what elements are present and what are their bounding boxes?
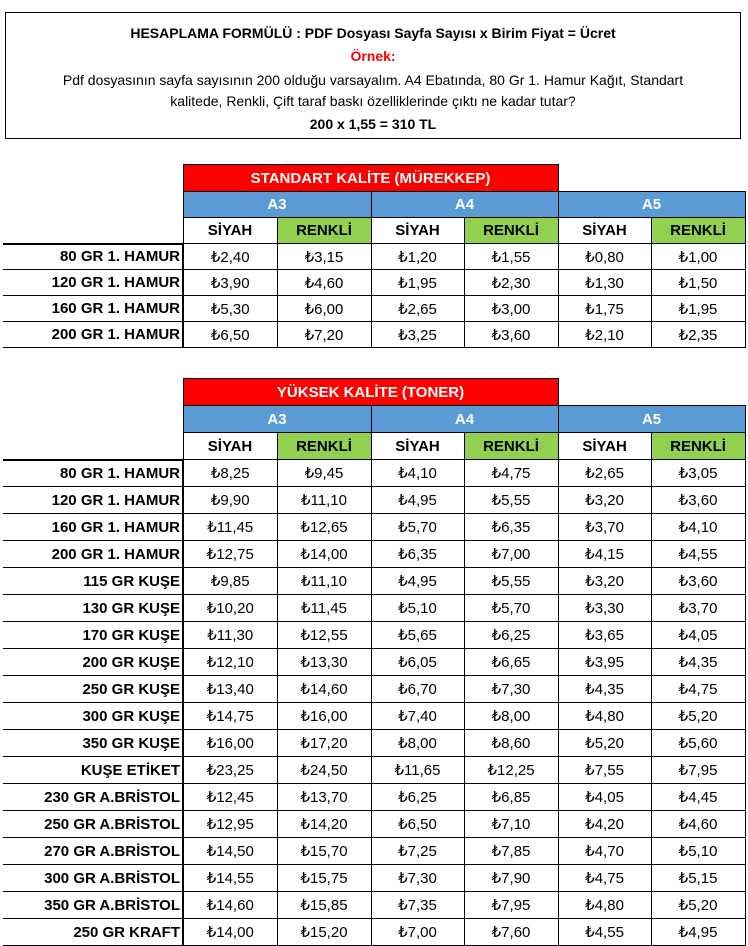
price-cell: ₺4,95 bbox=[371, 487, 464, 514]
price-cell: ₺5,55 bbox=[464, 568, 558, 595]
renkli-header: RENKLİ bbox=[277, 433, 371, 460]
price-cell: ₺5,55 bbox=[464, 487, 558, 514]
siyah-header: SİYAH bbox=[183, 218, 277, 244]
paper-type-label: 120 GR 1. HAMUR bbox=[3, 270, 183, 296]
price-cell: ₺13,30 bbox=[277, 649, 371, 676]
price-cell: ₺7,10 bbox=[464, 811, 558, 838]
price-cell: ₺4,75 bbox=[651, 676, 745, 703]
price-cell: ₺7,30 bbox=[371, 865, 464, 892]
table-row bbox=[3, 838, 745, 865]
price-cell: ₺1,20 bbox=[371, 244, 464, 270]
price-cell: ₺4,15 bbox=[558, 541, 651, 568]
price-cell: ₺23,25 bbox=[183, 757, 277, 784]
size-header-a4: A4 bbox=[371, 192, 558, 218]
price-cell: ₺12,65 bbox=[277, 514, 371, 541]
price-cell: ₺11,30 bbox=[183, 622, 277, 649]
renkli-header: RENKLİ bbox=[277, 218, 371, 244]
price-cell: ₺11,65 bbox=[371, 757, 464, 784]
price-cell: ₺5,65 bbox=[371, 622, 464, 649]
table-row bbox=[3, 730, 745, 757]
high-size-row bbox=[3, 406, 745, 433]
price-cell: ₺4,35 bbox=[558, 676, 651, 703]
price-cell: ₺12,10 bbox=[183, 649, 277, 676]
paper-type-label: 250 GR KUŞE bbox=[3, 676, 183, 703]
price-cell: ₺2,10 bbox=[558, 322, 651, 348]
size-header-a3: A3 bbox=[183, 406, 371, 433]
example-text bbox=[6, 70, 740, 112]
price-cell: ₺6,65 bbox=[464, 649, 558, 676]
table-row bbox=[3, 892, 745, 919]
siyah-header: SİYAH bbox=[371, 218, 464, 244]
price-cell: ₺15,20 bbox=[277, 919, 371, 946]
price-cell: ₺4,35 bbox=[651, 649, 745, 676]
table-row bbox=[3, 811, 745, 838]
price-cell: ₺11,10 bbox=[277, 487, 371, 514]
price-cell: ₺2,40 bbox=[183, 244, 277, 270]
price-cell: ₺7,90 bbox=[464, 865, 558, 892]
price-cell: ₺3,65 bbox=[558, 622, 651, 649]
price-cell: ₺5,20 bbox=[558, 730, 651, 757]
price-cell: ₺7,20 bbox=[277, 322, 371, 348]
price-cell: ₺5,70 bbox=[464, 595, 558, 622]
price-cell: ₺11,45 bbox=[183, 514, 277, 541]
price-cell: ₺12,75 bbox=[183, 541, 277, 568]
paper-type-label: 115 GR KUŞE bbox=[3, 568, 183, 595]
price-cell: ₺7,40 bbox=[371, 703, 464, 730]
siyah-header: SİYAH bbox=[558, 433, 651, 460]
price-cell: ₺2,35 bbox=[651, 322, 745, 348]
paper-type-label: 160 GR 1. HAMUR bbox=[3, 514, 183, 541]
table-row bbox=[3, 622, 745, 649]
paper-type-label: 200 GR KUŞE bbox=[3, 649, 183, 676]
price-cell: ₺3,70 bbox=[558, 514, 651, 541]
price-cell: ₺4,45 bbox=[651, 784, 745, 811]
price-cell: ₺3,95 bbox=[558, 649, 651, 676]
table-row bbox=[3, 514, 745, 541]
standard-quality-table bbox=[3, 164, 746, 348]
price-cell: ₺14,60 bbox=[183, 892, 277, 919]
price-cell: ₺4,95 bbox=[651, 919, 745, 946]
empty-cell bbox=[558, 379, 745, 406]
size-header-a3: A3 bbox=[183, 192, 371, 218]
price-cell: ₺4,60 bbox=[651, 811, 745, 838]
price-cell: ₺12,25 bbox=[464, 757, 558, 784]
price-cell: ₺8,25 bbox=[183, 460, 277, 487]
high-color-row bbox=[3, 433, 745, 460]
price-cell: ₺5,60 bbox=[651, 730, 745, 757]
price-cell: ₺12,55 bbox=[277, 622, 371, 649]
paper-type-label: 200 GR 1. HAMUR bbox=[3, 541, 183, 568]
price-cell: ₺3,25 bbox=[371, 322, 464, 348]
price-cell: ₺6,50 bbox=[371, 811, 464, 838]
price-cell: ₺8,00 bbox=[371, 730, 464, 757]
price-cell: ₺14,60 bbox=[277, 676, 371, 703]
price-cell: ₺12,45 bbox=[183, 784, 277, 811]
standard-size-row bbox=[3, 192, 745, 218]
table-row bbox=[3, 322, 745, 348]
paper-type-label: 230 GR A.BRİSTOL bbox=[3, 784, 183, 811]
price-cell: ₺3,20 bbox=[558, 487, 651, 514]
price-cell: ₺14,75 bbox=[183, 703, 277, 730]
price-cell: ₺1,30 bbox=[558, 270, 651, 296]
paper-type-label: 350 GR KUŞE bbox=[3, 730, 183, 757]
table-row bbox=[3, 244, 745, 270]
price-cell: ₺15,75 bbox=[277, 865, 371, 892]
renkli-header: RENKLİ bbox=[651, 433, 745, 460]
price-cell: ₺6,05 bbox=[371, 649, 464, 676]
price-cell: ₺4,80 bbox=[558, 703, 651, 730]
formula-box bbox=[5, 12, 741, 139]
price-cell: ₺6,25 bbox=[371, 784, 464, 811]
paper-type-label: 270 GR A.BRİSTOL bbox=[3, 838, 183, 865]
price-cell: ₺11,45 bbox=[277, 595, 371, 622]
price-cell: ₺5,10 bbox=[651, 838, 745, 865]
price-cell: ₺3,60 bbox=[651, 487, 745, 514]
price-cell: ₺6,85 bbox=[464, 784, 558, 811]
price-cell: ₺0,80 bbox=[558, 244, 651, 270]
price-cell: ₺1,50 bbox=[651, 270, 745, 296]
price-cell: ₺5,20 bbox=[651, 892, 745, 919]
table-row bbox=[3, 676, 745, 703]
high-quality-table bbox=[3, 378, 746, 946]
high-title-row bbox=[3, 379, 745, 406]
table-row bbox=[3, 270, 745, 296]
price-cell: ₺3,30 bbox=[558, 595, 651, 622]
price-cell: ₺6,00 bbox=[277, 296, 371, 322]
price-cell: ₺6,50 bbox=[183, 322, 277, 348]
siyah-header: SİYAH bbox=[183, 433, 277, 460]
table-row bbox=[3, 919, 745, 946]
paper-type-label: 170 GR KUŞE bbox=[3, 622, 183, 649]
table-row bbox=[3, 487, 745, 514]
price-cell: ₺14,00 bbox=[277, 541, 371, 568]
price-cell: ₺14,20 bbox=[277, 811, 371, 838]
paper-type-label: 80 GR 1. HAMUR bbox=[3, 460, 183, 487]
price-cell: ₺14,00 bbox=[183, 919, 277, 946]
price-cell: ₺4,05 bbox=[558, 784, 651, 811]
size-header-a5: A5 bbox=[558, 192, 745, 218]
table-row bbox=[3, 649, 745, 676]
paper-type-label: 120 GR 1. HAMUR bbox=[3, 487, 183, 514]
standard-color-row bbox=[3, 218, 745, 244]
table-row bbox=[3, 541, 745, 568]
price-cell: ₺8,60 bbox=[464, 730, 558, 757]
price-cell: ₺9,90 bbox=[183, 487, 277, 514]
renkli-header: RENKLİ bbox=[464, 433, 558, 460]
price-cell: ₺4,95 bbox=[371, 568, 464, 595]
example-line-2: kalitede, Renkli, Çift taraf baskı özelliklerinde çıktı ne kadar tutar? bbox=[170, 93, 576, 109]
price-cell: ₺4,55 bbox=[558, 919, 651, 946]
paper-type-label: 300 GR A.BRİSTOL bbox=[3, 865, 183, 892]
paper-type-label: 130 GR KUŞE bbox=[3, 595, 183, 622]
empty-cell bbox=[558, 165, 745, 192]
standard-title-row bbox=[3, 165, 745, 192]
empty-cell bbox=[3, 433, 183, 460]
example-result: 200 x 1,55 = 310 TL bbox=[309, 116, 437, 132]
size-header-a5: A5 bbox=[558, 406, 745, 433]
paper-type-label: 200 GR 1. HAMUR bbox=[3, 322, 183, 348]
price-cell: ₺12,95 bbox=[183, 811, 277, 838]
price-cell: ₺15,70 bbox=[277, 838, 371, 865]
table-row bbox=[3, 865, 745, 892]
price-cell: ₺6,70 bbox=[371, 676, 464, 703]
empty-cell bbox=[3, 379, 183, 406]
price-cell: ₺10,20 bbox=[183, 595, 277, 622]
price-cell: ₺4,80 bbox=[558, 892, 651, 919]
price-cell: ₺5,15 bbox=[651, 865, 745, 892]
table-row bbox=[3, 568, 745, 595]
price-cell: ₺13,40 bbox=[183, 676, 277, 703]
price-cell: ₺4,10 bbox=[371, 460, 464, 487]
price-cell: ₺3,15 bbox=[277, 244, 371, 270]
price-cell: ₺14,50 bbox=[183, 838, 277, 865]
paper-type-label: 80 GR 1. HAMUR bbox=[3, 244, 183, 270]
renkli-header: RENKLİ bbox=[651, 218, 745, 244]
price-cell: ₺3,20 bbox=[558, 568, 651, 595]
table-row bbox=[3, 460, 745, 487]
table-row bbox=[3, 296, 745, 322]
renkli-header: RENKLİ bbox=[464, 218, 558, 244]
price-cell: ₺3,90 bbox=[183, 270, 277, 296]
price-cell: ₺1,95 bbox=[651, 296, 745, 322]
high-title: YÜKSEK KALİTE (TONER) bbox=[183, 379, 558, 406]
example-label: Örnek: bbox=[350, 48, 396, 64]
price-cell: ₺7,00 bbox=[464, 541, 558, 568]
price-cell: ₺5,30 bbox=[183, 296, 277, 322]
empty-cell bbox=[3, 165, 183, 192]
price-cell: ₺7,95 bbox=[464, 892, 558, 919]
price-cell: ₺4,10 bbox=[651, 514, 745, 541]
price-cell: ₺4,05 bbox=[651, 622, 745, 649]
price-cell: ₺9,85 bbox=[183, 568, 277, 595]
paper-type-label: 160 GR 1. HAMUR bbox=[3, 296, 183, 322]
price-cell: ₺1,95 bbox=[371, 270, 464, 296]
price-cell: ₺7,00 bbox=[371, 919, 464, 946]
siyah-header: SİYAH bbox=[558, 218, 651, 244]
empty-cell bbox=[3, 192, 183, 218]
price-cell: ₺6,35 bbox=[464, 514, 558, 541]
example-line-1: Pdf dosyasının sayfa sayısının 200 olduğu varsayalım. A4 Ebatında, 80 Gr 1. Hamur Kağıt, Standart bbox=[62, 72, 684, 88]
formula-title: HESAPLAMA FORMÜLÜ : PDF Dosyası Sayfa Sayısı x Birim Fiyat = Ücret bbox=[130, 25, 616, 41]
size-header-a4: A4 bbox=[371, 406, 558, 433]
paper-type-label: 300 GR KUŞE bbox=[3, 703, 183, 730]
price-cell: ₺3,00 bbox=[464, 296, 558, 322]
price-cell: ₺3,60 bbox=[464, 322, 558, 348]
standard-title: STANDART KALİTE (MÜREKKEP) bbox=[183, 165, 558, 192]
empty-cell bbox=[3, 406, 183, 433]
price-cell: ₺3,60 bbox=[651, 568, 745, 595]
paper-type-label: 250 GR A.BRİSTOL bbox=[3, 811, 183, 838]
price-cell: ₺7,35 bbox=[371, 892, 464, 919]
price-cell: ₺8,00 bbox=[464, 703, 558, 730]
price-cell: ₺1,00 bbox=[651, 244, 745, 270]
price-cell: ₺7,60 bbox=[464, 919, 558, 946]
price-cell: ₺17,20 bbox=[277, 730, 371, 757]
price-cell: ₺2,30 bbox=[464, 270, 558, 296]
price-cell: ₺5,70 bbox=[371, 514, 464, 541]
price-cell: ₺5,20 bbox=[651, 703, 745, 730]
price-cell: ₺4,20 bbox=[558, 811, 651, 838]
table-row bbox=[3, 757, 745, 784]
price-cell: ₺4,70 bbox=[558, 838, 651, 865]
price-cell: ₺16,00 bbox=[183, 730, 277, 757]
price-cell: ₺2,65 bbox=[371, 296, 464, 322]
table-row bbox=[3, 595, 745, 622]
price-cell: ₺9,45 bbox=[277, 460, 371, 487]
price-cell: ₺7,95 bbox=[651, 757, 745, 784]
price-cell: ₺4,75 bbox=[558, 865, 651, 892]
price-cell: ₺15,85 bbox=[277, 892, 371, 919]
price-cell: ₺3,70 bbox=[651, 595, 745, 622]
price-cell: ₺14,55 bbox=[183, 865, 277, 892]
price-cell: ₺6,35 bbox=[371, 541, 464, 568]
siyah-header: SİYAH bbox=[371, 433, 464, 460]
price-cell: ₺5,10 bbox=[371, 595, 464, 622]
price-cell: ₺13,70 bbox=[277, 784, 371, 811]
paper-type-label: KUŞE ETİKET bbox=[3, 757, 183, 784]
price-cell: ₺2,65 bbox=[558, 460, 651, 487]
price-cell: ₺3,05 bbox=[651, 460, 745, 487]
price-cell: ₺7,85 bbox=[464, 838, 558, 865]
paper-type-label: 350 GR A.BRİSTOL bbox=[3, 892, 183, 919]
price-cell: ₺4,60 bbox=[277, 270, 371, 296]
paper-type-label: 250 GR KRAFT bbox=[3, 919, 183, 946]
price-cell: ₺4,55 bbox=[651, 541, 745, 568]
price-cell: ₺1,55 bbox=[464, 244, 558, 270]
price-cell: ₺11,10 bbox=[277, 568, 371, 595]
price-cell: ₺7,30 bbox=[464, 676, 558, 703]
price-cell: ₺1,75 bbox=[558, 296, 651, 322]
price-cell: ₺6,25 bbox=[464, 622, 558, 649]
price-cell: ₺7,55 bbox=[558, 757, 651, 784]
table-row bbox=[3, 784, 745, 811]
price-cell: ₺4,75 bbox=[464, 460, 558, 487]
price-cell: ₺24,50 bbox=[277, 757, 371, 784]
empty-cell bbox=[3, 218, 183, 244]
table-row bbox=[3, 703, 745, 730]
price-cell: ₺16,00 bbox=[277, 703, 371, 730]
price-cell: ₺7,25 bbox=[371, 838, 464, 865]
